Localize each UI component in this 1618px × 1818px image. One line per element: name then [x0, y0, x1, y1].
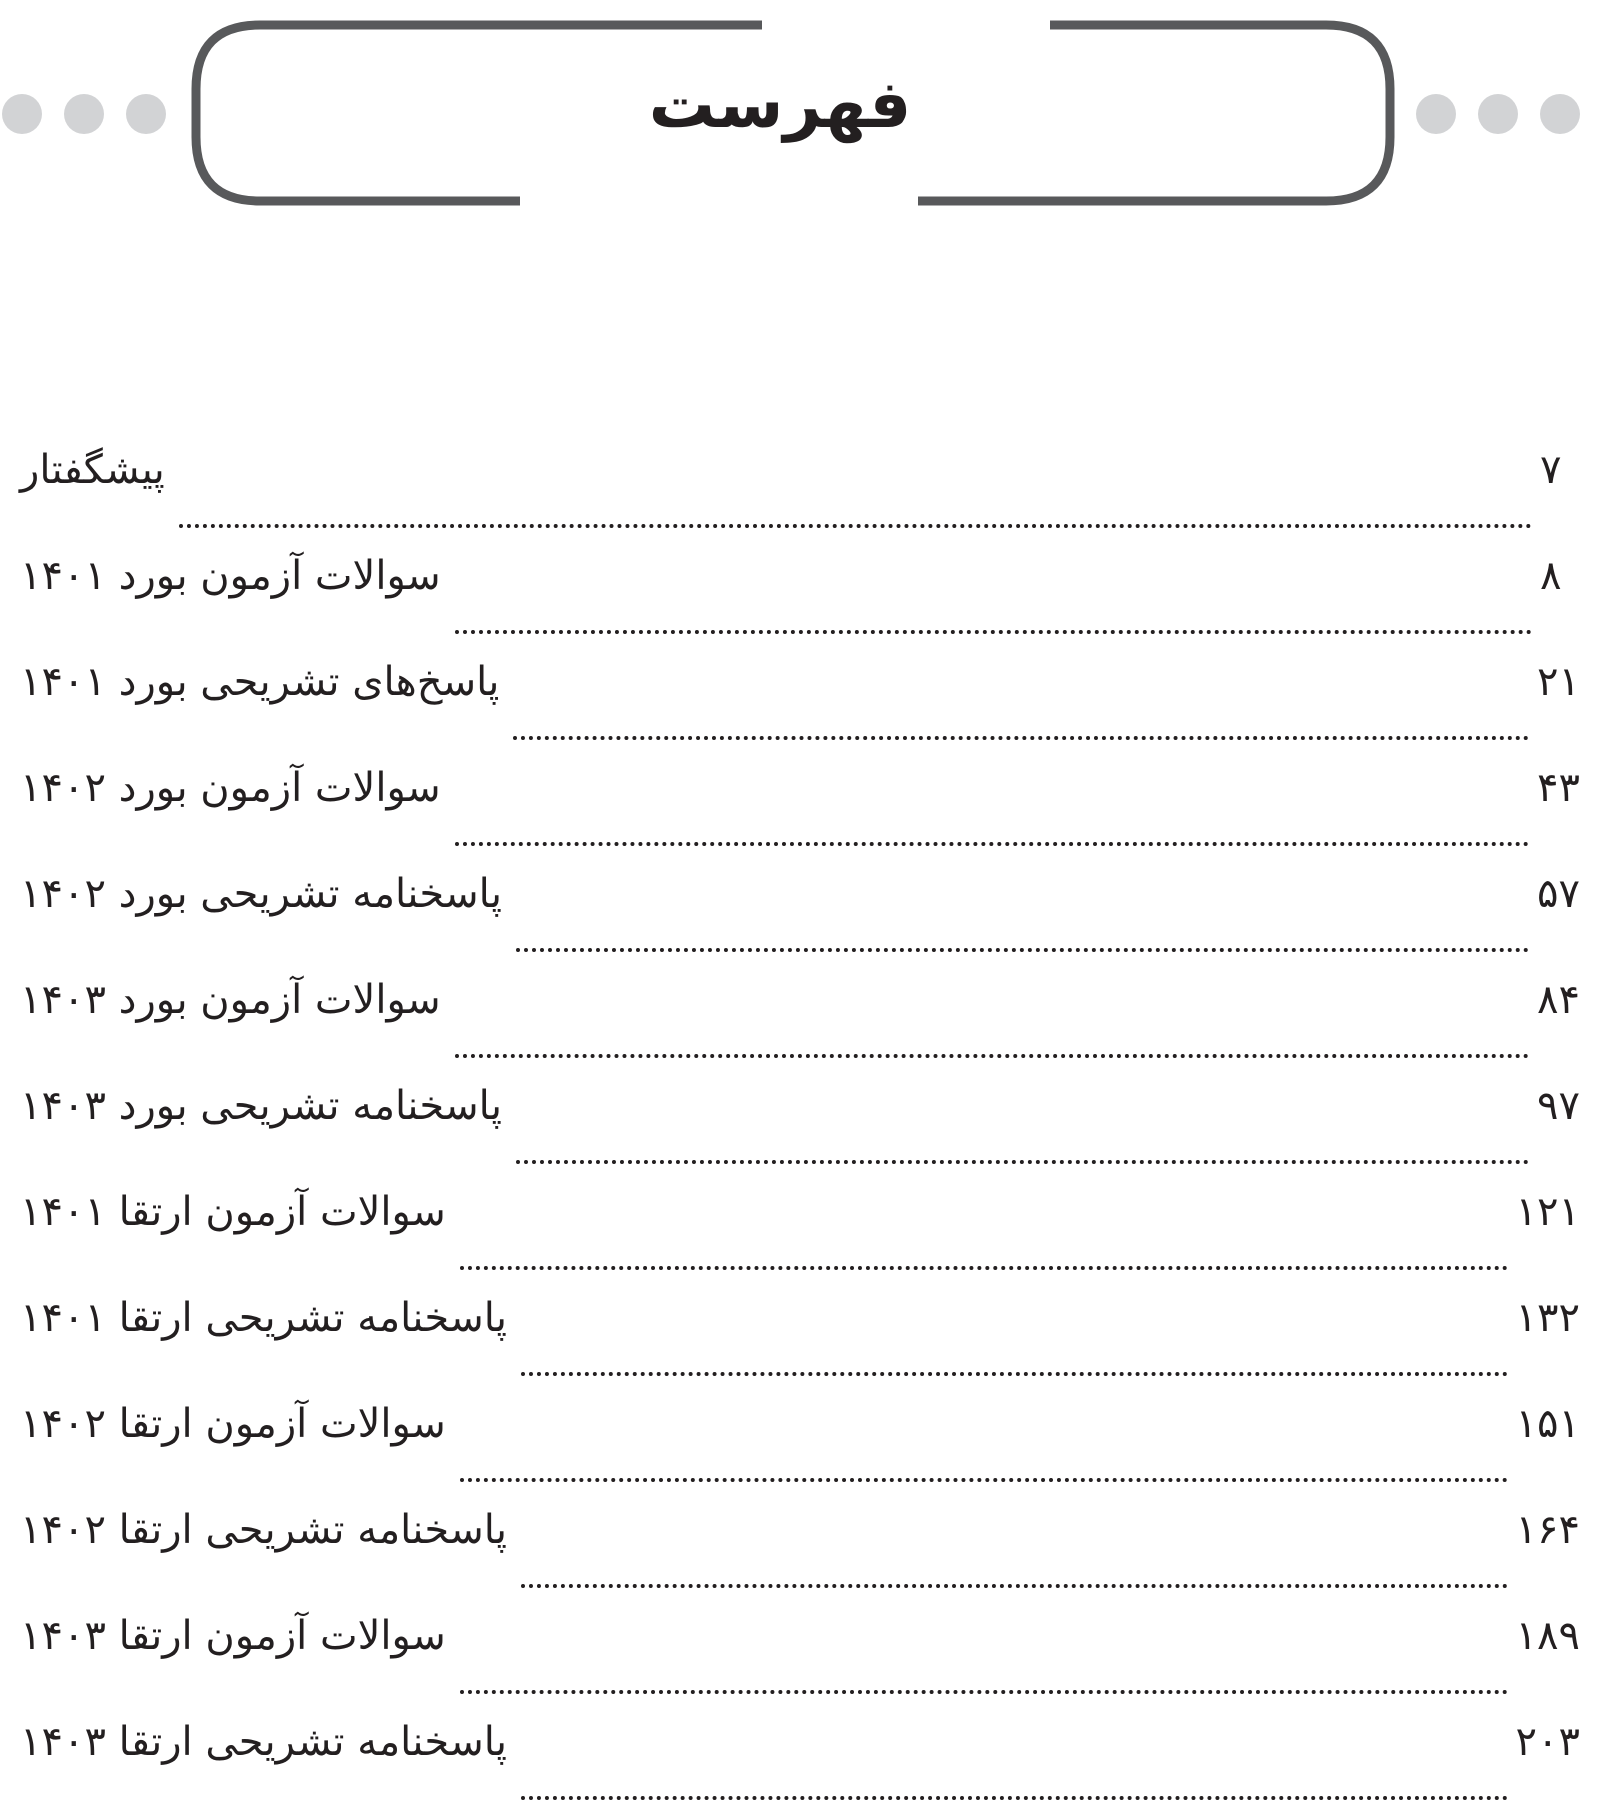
page-header: [0, 0, 1618, 230]
toc-entry-title: سوالات آزمون بورد ۱۴۰۲: [20, 765, 441, 811]
page-title: فهرست: [648, 66, 912, 143]
toc-dot-leader: [460, 1478, 1508, 1482]
toc-entry[interactable]: [20, 864, 1580, 970]
toc-entry-title: سوالات آزمون بورد ۱۴۰۳: [20, 977, 441, 1023]
toc-entry[interactable]: [20, 440, 1580, 546]
table-of-contents: [20, 440, 1580, 1818]
toc-page-number: ۱۶۴: [1515, 1507, 1580, 1553]
toc-dot-leader: [513, 736, 1529, 740]
toc-entry[interactable]: [20, 1606, 1580, 1712]
toc-entry-title: پاسخنامه تشریحی ارتقا ۱۴۰۱: [20, 1295, 508, 1341]
toc-entry[interactable]: [20, 652, 1580, 758]
toc-dot-leader: [460, 1266, 1508, 1270]
toc-entry[interactable]: [20, 1712, 1580, 1818]
toc-dot-leader: [455, 630, 1532, 634]
toc-entry[interactable]: [20, 970, 1580, 1076]
dot-icon: [2, 94, 42, 134]
toc-dot-leader: [455, 842, 1529, 846]
dot-icon: [1478, 94, 1518, 134]
toc-entry-title: سوالات آزمون ارتقا ۱۴۰۱: [20, 1189, 446, 1235]
toc-dot-leader: [521, 1372, 1508, 1376]
toc-page-number: ۱۳۲: [1515, 1295, 1580, 1341]
toc-page-number: ۹۷: [1537, 1083, 1580, 1129]
toc-entry[interactable]: [20, 1182, 1580, 1288]
toc-entry-title: سوالات آزمون ارتقا ۱۴۰۳: [20, 1613, 446, 1659]
toc-page-number: ۸: [1540, 553, 1562, 599]
toc-dot-leader: [521, 1584, 1508, 1588]
left-dots-decoration: [2, 94, 166, 134]
toc-entry-title: پیشگفتار: [20, 447, 165, 493]
dot-icon: [126, 94, 166, 134]
toc-entry-title: پاسخنامه تشریحی بورد ۱۴۰۳: [20, 1083, 502, 1129]
toc-entry[interactable]: [20, 1288, 1580, 1394]
toc-page-number: ۱۸۹: [1515, 1613, 1580, 1659]
toc-entry[interactable]: [20, 546, 1580, 652]
toc-page-number: ۴۳: [1537, 765, 1580, 811]
toc-entry-title: پاسخ‌های تشریحی بورد ۱۴۰۱: [20, 659, 500, 705]
toc-page-number: ۵۷: [1537, 871, 1580, 917]
right-dots-decoration: [1416, 94, 1580, 134]
toc-page-number: ۲۱: [1537, 659, 1580, 705]
toc-entry[interactable]: [20, 1394, 1580, 1500]
toc-page-number: ۱۵۱: [1515, 1401, 1580, 1447]
toc-dot-leader: [516, 948, 1529, 952]
dot-icon: [1416, 94, 1456, 134]
toc-entry-title: پاسخنامه تشریحی ارتقا ۱۴۰۲: [20, 1507, 508, 1553]
toc-entry[interactable]: [20, 1500, 1580, 1606]
toc-dot-leader: [516, 1160, 1529, 1164]
toc-entry-title: سوالات آزمون ارتقا ۱۴۰۲: [20, 1401, 446, 1447]
dot-icon: [64, 94, 104, 134]
toc-entry-title: سوالات آزمون بورد ۱۴۰۱: [20, 553, 441, 599]
toc-page-number: ۲۰۳: [1515, 1719, 1580, 1765]
toc-page-number: ۱۲۱: [1515, 1189, 1580, 1235]
toc-dot-leader: [455, 1054, 1529, 1058]
toc-entry-title: پاسخنامه تشریحی ارتقا ۱۴۰۳: [20, 1719, 508, 1765]
toc-dot-leader: [460, 1690, 1508, 1694]
toc-dot-leader: [179, 524, 1532, 528]
toc-entry[interactable]: [20, 1076, 1580, 1182]
toc-entry[interactable]: [20, 758, 1580, 864]
toc-dot-leader: [521, 1796, 1508, 1800]
toc-page-number: ۷: [1540, 447, 1562, 493]
dot-icon: [1540, 94, 1580, 134]
toc-entry-title: پاسخنامه تشریحی بورد ۱۴۰۲: [20, 871, 502, 917]
toc-page-number: ۸۴: [1537, 977, 1580, 1023]
